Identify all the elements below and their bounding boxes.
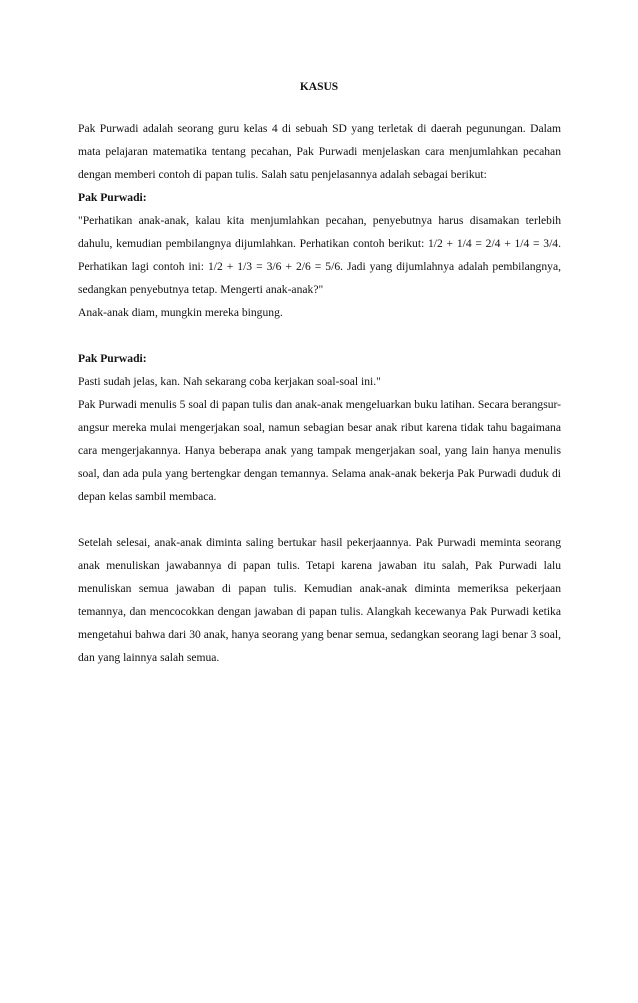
- intro-paragraph: Pak Purwadi adalah seorang guru kelas 4 di sebuah SD yang terletak di daerah pegunungan. Dalam mata pelajaran matematika tentang pecahan, Pak Purwadi menjelaskan cara menjumlahkan pecahan dengan memberi contoh di papan tulis. Salah satu penjelasannya adalah sebagai berikut:: [78, 122, 561, 181]
- speaker-heading-1: Pak Purwadi:: [78, 191, 147, 204]
- document-body: [78, 117, 561, 669]
- document-title: KASUS: [299, 81, 339, 93]
- students-reaction: Anak-anak diam, mungkin mereka bingung.: [78, 306, 283, 319]
- speaker-heading-2: Pak Purwadi:: [78, 352, 147, 365]
- results-paragraph: Setelah selesai, anak-anak diminta saling bertukar hasil pekerjaannya. Pak Purwadi meminta seorang anak menuliskan jawabannya di papan tulis. Tetapi karena jawaban itu salah, Pak Purwadi lalu menuliskan semua jawaban di papan tulis. Kemudian anak-anak diminta memeriksa pekerjaan temannya, dan mencocokkan dengan jawaban di papan tulis. Alangkah kecewanya Pak Purwadi ketika mengetahui bahwa dari 30 anak, hanya seorang yang benar semua, sedangkan seorang lagi benar 3 soal, dan yang lainnya salah semua.: [78, 536, 561, 664]
- classroom-paragraph: Pak Purwadi menulis 5 soal di papan tulis dan anak-anak mengeluarkan buku latihan. Secara berangsur-angsur mereka mulai mengerjakan soal, namun sebagian besar anak ribut karena tidak tahu bagaimana cara mengerjakannya. Hanya beberapa anak yang tampak mengerjakan soal, yang lain hanya menulis soal, dan ada pula yang bertengkar dengan temannya. Selama anak-anak bekerja Pak Purwadi duduk di depan kelas sambil membaca.: [78, 398, 561, 503]
- teacher-quote-2: Pasti sudah jelas, kan. Nah sekarang coba kerjakan soal-soal ini.": [78, 375, 381, 388]
- teacher-quote-1: "Perhatikan anak-anak, kalau kita menjumlahkan pecahan, penyebutnya harus disamakan terlebih dahulu, kemudian pembilangnya dijumlahkan. Perhatikan contoh berikut: 1/2 + 1/4 = 2/4 + 1/4 = 3/4. Perhatikan lagi contoh ini: 1/2 + 1/3 = 3/6 + 2/6 = 5/6. Jadi yang dijumlahnya adalah pembilangnya, sedangkan penyebutnya tetap. Mengerti anak-anak?": [78, 214, 561, 296]
